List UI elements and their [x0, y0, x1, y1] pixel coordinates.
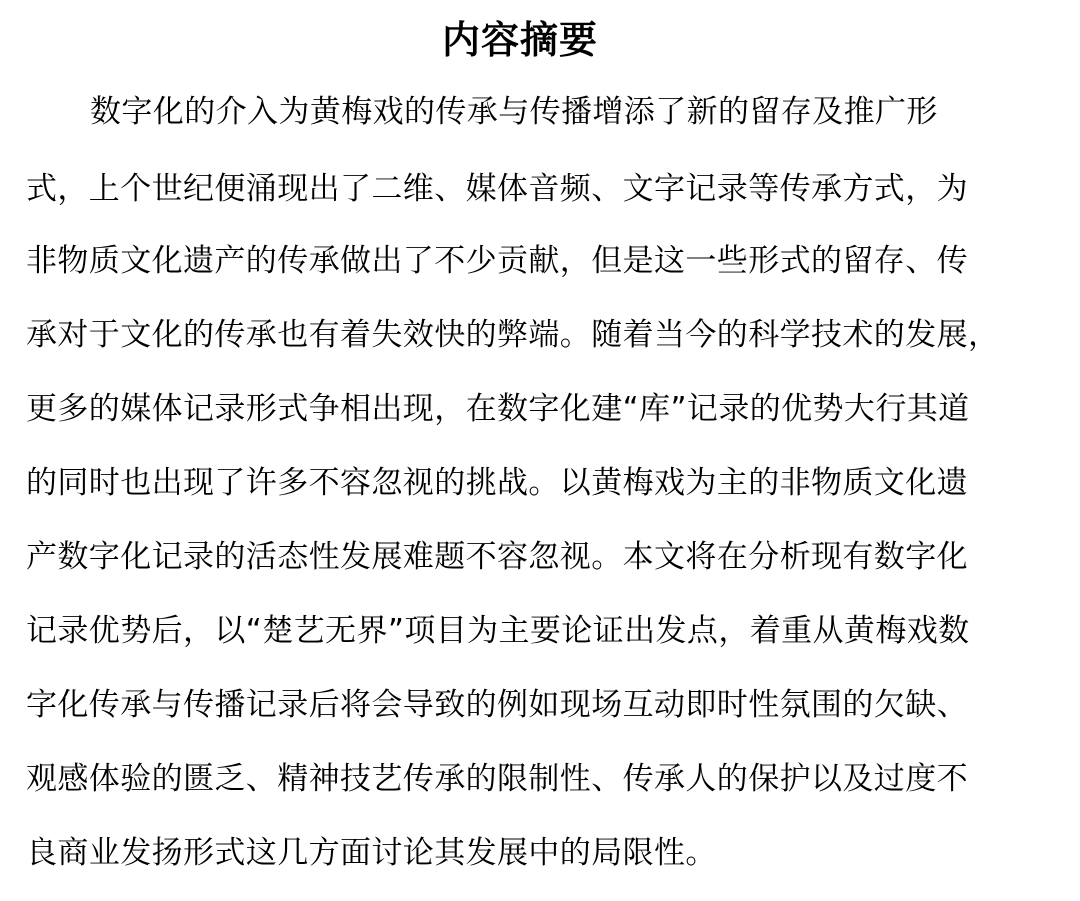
paragraph-line-5: 更多的媒体记录形式争相出现，在数字化建“库”记录的优势大行其道 — [26, 391, 970, 427]
paragraph-line-1: 数字化的介入为黄梅戏的传承与传播增添了新的留存及推广形 — [90, 94, 938, 130]
paragraph-line-3: 非物质文化遗产的传承做出了不少贡献，但是这一些形式的留存、传 — [26, 243, 968, 279]
paragraph-line-4: 承对于文化的传承也有着失效快的弊端。随着当今的科学技术的发展， — [26, 317, 1000, 353]
paragraph-line-9: 字化传承与传播记录后将会导致的例如现场互动即时性氛围的欠缺、 — [26, 687, 968, 723]
paragraph-line-8: 记录优势后，以“楚艺无界”项目为主要论证出发点，着重从黄梅戏数 — [26, 613, 970, 649]
paragraph-line-2: 式，上个世纪便涌现出了二维、媒体音频、文字记录等传承方式，为 — [26, 171, 968, 207]
paragraph-line-11: 良商业发扬形式这几方面讨论其发展中的局限性。 — [26, 835, 717, 871]
paragraph-line-6: 的同时也出现了许多不容忽视的挑战。以黄梅戏为主的非物质文化遗 — [26, 465, 968, 501]
page-title: 内容摘要 — [441, 18, 598, 62]
paragraph-line-10: 观感体验的匮乏、精神技艺传承的限制性、传承人的保护以及过度不 — [26, 761, 968, 797]
paragraph-line-7: 产数字化记录的活态性发展难题不容忽视。本文将在分析现有数字化 — [26, 539, 968, 575]
